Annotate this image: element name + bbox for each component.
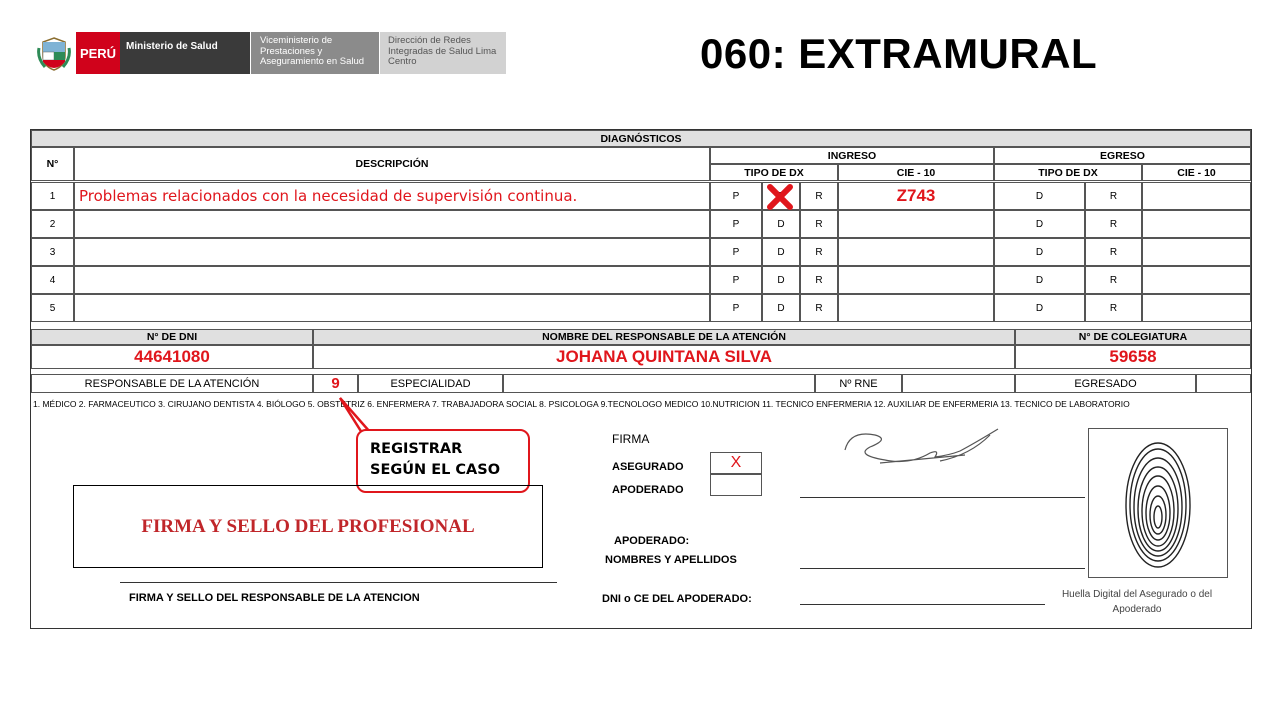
- check-x-mark-icon: [766, 184, 794, 210]
- page-title: 060: EXTRAMURAL: [700, 30, 1098, 77]
- row-description[interactable]: [74, 238, 710, 266]
- egreso-cie-header: CIE - 10: [1142, 164, 1251, 181]
- apoderado-nombre-label: APODERADO:: [614, 535, 690, 547]
- direccion-label: Dirección de Redes Integradas de Salud Lima Centro: [380, 32, 506, 74]
- dni-ce-line: [800, 604, 1045, 605]
- ingreso-cie-value[interactable]: [838, 266, 994, 294]
- egreso-r-option[interactable]: R: [1085, 266, 1142, 294]
- col-description-header: DESCRIPCIÓN: [74, 147, 710, 181]
- row-description[interactable]: [74, 266, 710, 294]
- col-n-header: N°: [31, 147, 74, 181]
- colegiatura-value[interactable]: 59658: [1015, 345, 1251, 369]
- ingreso-cie-value[interactable]: Z743: [838, 182, 994, 210]
- callout-registrar: REGISTRAR SEGÚN EL CASO: [356, 429, 530, 493]
- asegurado-checkbox[interactable]: X: [710, 452, 762, 474]
- egresado-value[interactable]: [1196, 374, 1251, 393]
- peru-label: PERÚ: [76, 32, 120, 74]
- egreso-cie-value[interactable]: [1142, 266, 1251, 294]
- ingreso-cie-header: CIE - 10: [838, 164, 994, 181]
- fingerprint-box[interactable]: [1088, 428, 1228, 578]
- egresado-label: EGRESADO: [1015, 374, 1196, 393]
- especialidad-label: ESPECIALIDAD: [358, 374, 503, 393]
- signature-line-asegurado: [800, 497, 1085, 498]
- dni-value[interactable]: 44641080: [31, 345, 313, 369]
- fingerprint-icon: [1089, 429, 1227, 577]
- colegiatura-header: N° DE COLEGIATURA: [1015, 329, 1251, 345]
- signature-scribble: [840, 425, 1005, 475]
- egreso-cie-value[interactable]: [1142, 238, 1251, 266]
- egreso-cie-value[interactable]: [1142, 210, 1251, 238]
- ingreso-d-option[interactable]: D: [762, 238, 800, 266]
- ingreso-d-option[interactable]: D: [762, 266, 800, 294]
- ingreso-r-option[interactable]: R: [800, 238, 838, 266]
- coat-of-arms-icon: [34, 32, 74, 74]
- diagnostics-title: DIAGNÓSTICOS: [31, 130, 1251, 147]
- especialidad-value[interactable]: [503, 374, 815, 393]
- egreso-header: EGRESO: [994, 147, 1251, 164]
- ingreso-p-option[interactable]: P: [710, 182, 762, 210]
- nombre-value[interactable]: JOHANA QUINTANA SILVA: [313, 345, 1015, 369]
- egreso-d-option[interactable]: D: [994, 210, 1085, 238]
- row-number: 4: [31, 266, 74, 294]
- ingreso-tipo-header: TIPO DE DX: [710, 164, 838, 181]
- egreso-d-option[interactable]: D: [994, 238, 1085, 266]
- egreso-d-option[interactable]: D: [994, 294, 1085, 322]
- huella-label: Huella Digital del Asegurado o del Apoderado: [1061, 589, 1213, 615]
- asegurado-label: ASEGURADO: [612, 461, 684, 473]
- ingreso-r-option[interactable]: R: [800, 266, 838, 294]
- row-number: 2: [31, 210, 74, 238]
- ingreso-cie-value[interactable]: [838, 210, 994, 238]
- egreso-r-option[interactable]: R: [1085, 182, 1142, 210]
- dni-ce-label: DNI o CE DEL APODERADO:: [602, 593, 752, 605]
- egreso-tipo-header: TIPO DE DX: [994, 164, 1142, 181]
- ingreso-d-option[interactable]: D: [762, 210, 800, 238]
- egreso-r-option[interactable]: R: [1085, 238, 1142, 266]
- row-number: 1: [31, 182, 74, 210]
- signature-line-responsable: [120, 582, 557, 583]
- firma-label: FIRMA: [612, 432, 650, 446]
- row-description[interactable]: Problemas relacionados con la necesidad de supervisión continua.: [74, 182, 710, 210]
- ingreso-p-option[interactable]: P: [710, 266, 762, 294]
- ingreso-r-option[interactable]: R: [800, 294, 838, 322]
- viceministerio-label: Viceministerio de Prestaciones y Aseguramiento en Salud: [251, 32, 379, 74]
- ministry-logo-bar: [34, 32, 506, 74]
- apoderado-checkbox[interactable]: [710, 474, 762, 496]
- ingreso-p-option[interactable]: P: [710, 238, 762, 266]
- nombres-line: [800, 568, 1085, 569]
- ingreso-r-option[interactable]: R: [800, 182, 838, 210]
- egreso-r-option[interactable]: R: [1085, 294, 1142, 322]
- ingreso-cie-value[interactable]: [838, 238, 994, 266]
- egreso-r-option[interactable]: R: [1085, 210, 1142, 238]
- ingreso-cie-value[interactable]: [838, 294, 994, 322]
- ingreso-r-option[interactable]: R: [800, 210, 838, 238]
- ingreso-p-option[interactable]: P: [710, 294, 762, 322]
- egreso-cie-value[interactable]: [1142, 182, 1251, 210]
- ingreso-d-option[interactable]: D: [762, 294, 800, 322]
- row-number: 3: [31, 238, 74, 266]
- ministerio-label: Ministerio de Salud: [120, 32, 250, 74]
- apoderado-label: APODERADO: [612, 484, 684, 496]
- dni-header: N° DE DNI: [31, 329, 313, 345]
- firma-sello-profesional-box[interactable]: FIRMA Y SELLO DEL PROFESIONAL: [73, 485, 543, 568]
- egreso-d-option[interactable]: D: [994, 182, 1085, 210]
- row-description[interactable]: [74, 294, 710, 322]
- ingreso-p-option[interactable]: P: [710, 210, 762, 238]
- firma-responsable-label: FIRMA Y SELLO DEL RESPONSABLE DE LA ATENCION: [129, 592, 420, 604]
- egreso-cie-value[interactable]: [1142, 294, 1251, 322]
- row-number: 5: [31, 294, 74, 322]
- rne-label: Nº RNE: [815, 374, 902, 393]
- row-description[interactable]: [74, 210, 710, 238]
- ingreso-header: INGRESO: [710, 147, 994, 164]
- nombres-label: NOMBRES Y APELLIDOS: [605, 554, 737, 566]
- profession-legend: 1. MÉDICO 2. FARMACEUTICO 3. CIRUJANO DENTISTA 4. BIÓLOGO 5. OBSTETRIZ 6. ENFERMERA 7. TRABAJADORA SOCIAL 8. PSICOLOGA 9.TECNOLOGO MEDICO 10.NUTRICION 11. TECNICO ENFERMERIA 12. AUXILIAR DE ENFERMERIA 13. TECNICO DE LABORATORIO: [33, 399, 1130, 409]
- nombre-header: NOMBRE DEL RESPONSABLE DE LA ATENCIÓN: [313, 329, 1015, 345]
- responsable-label: RESPONSABLE DE LA ATENCIÓN: [31, 374, 313, 393]
- responsable-value[interactable]: 9: [313, 374, 358, 393]
- egreso-d-option[interactable]: D: [994, 266, 1085, 294]
- rne-value[interactable]: [902, 374, 1015, 393]
